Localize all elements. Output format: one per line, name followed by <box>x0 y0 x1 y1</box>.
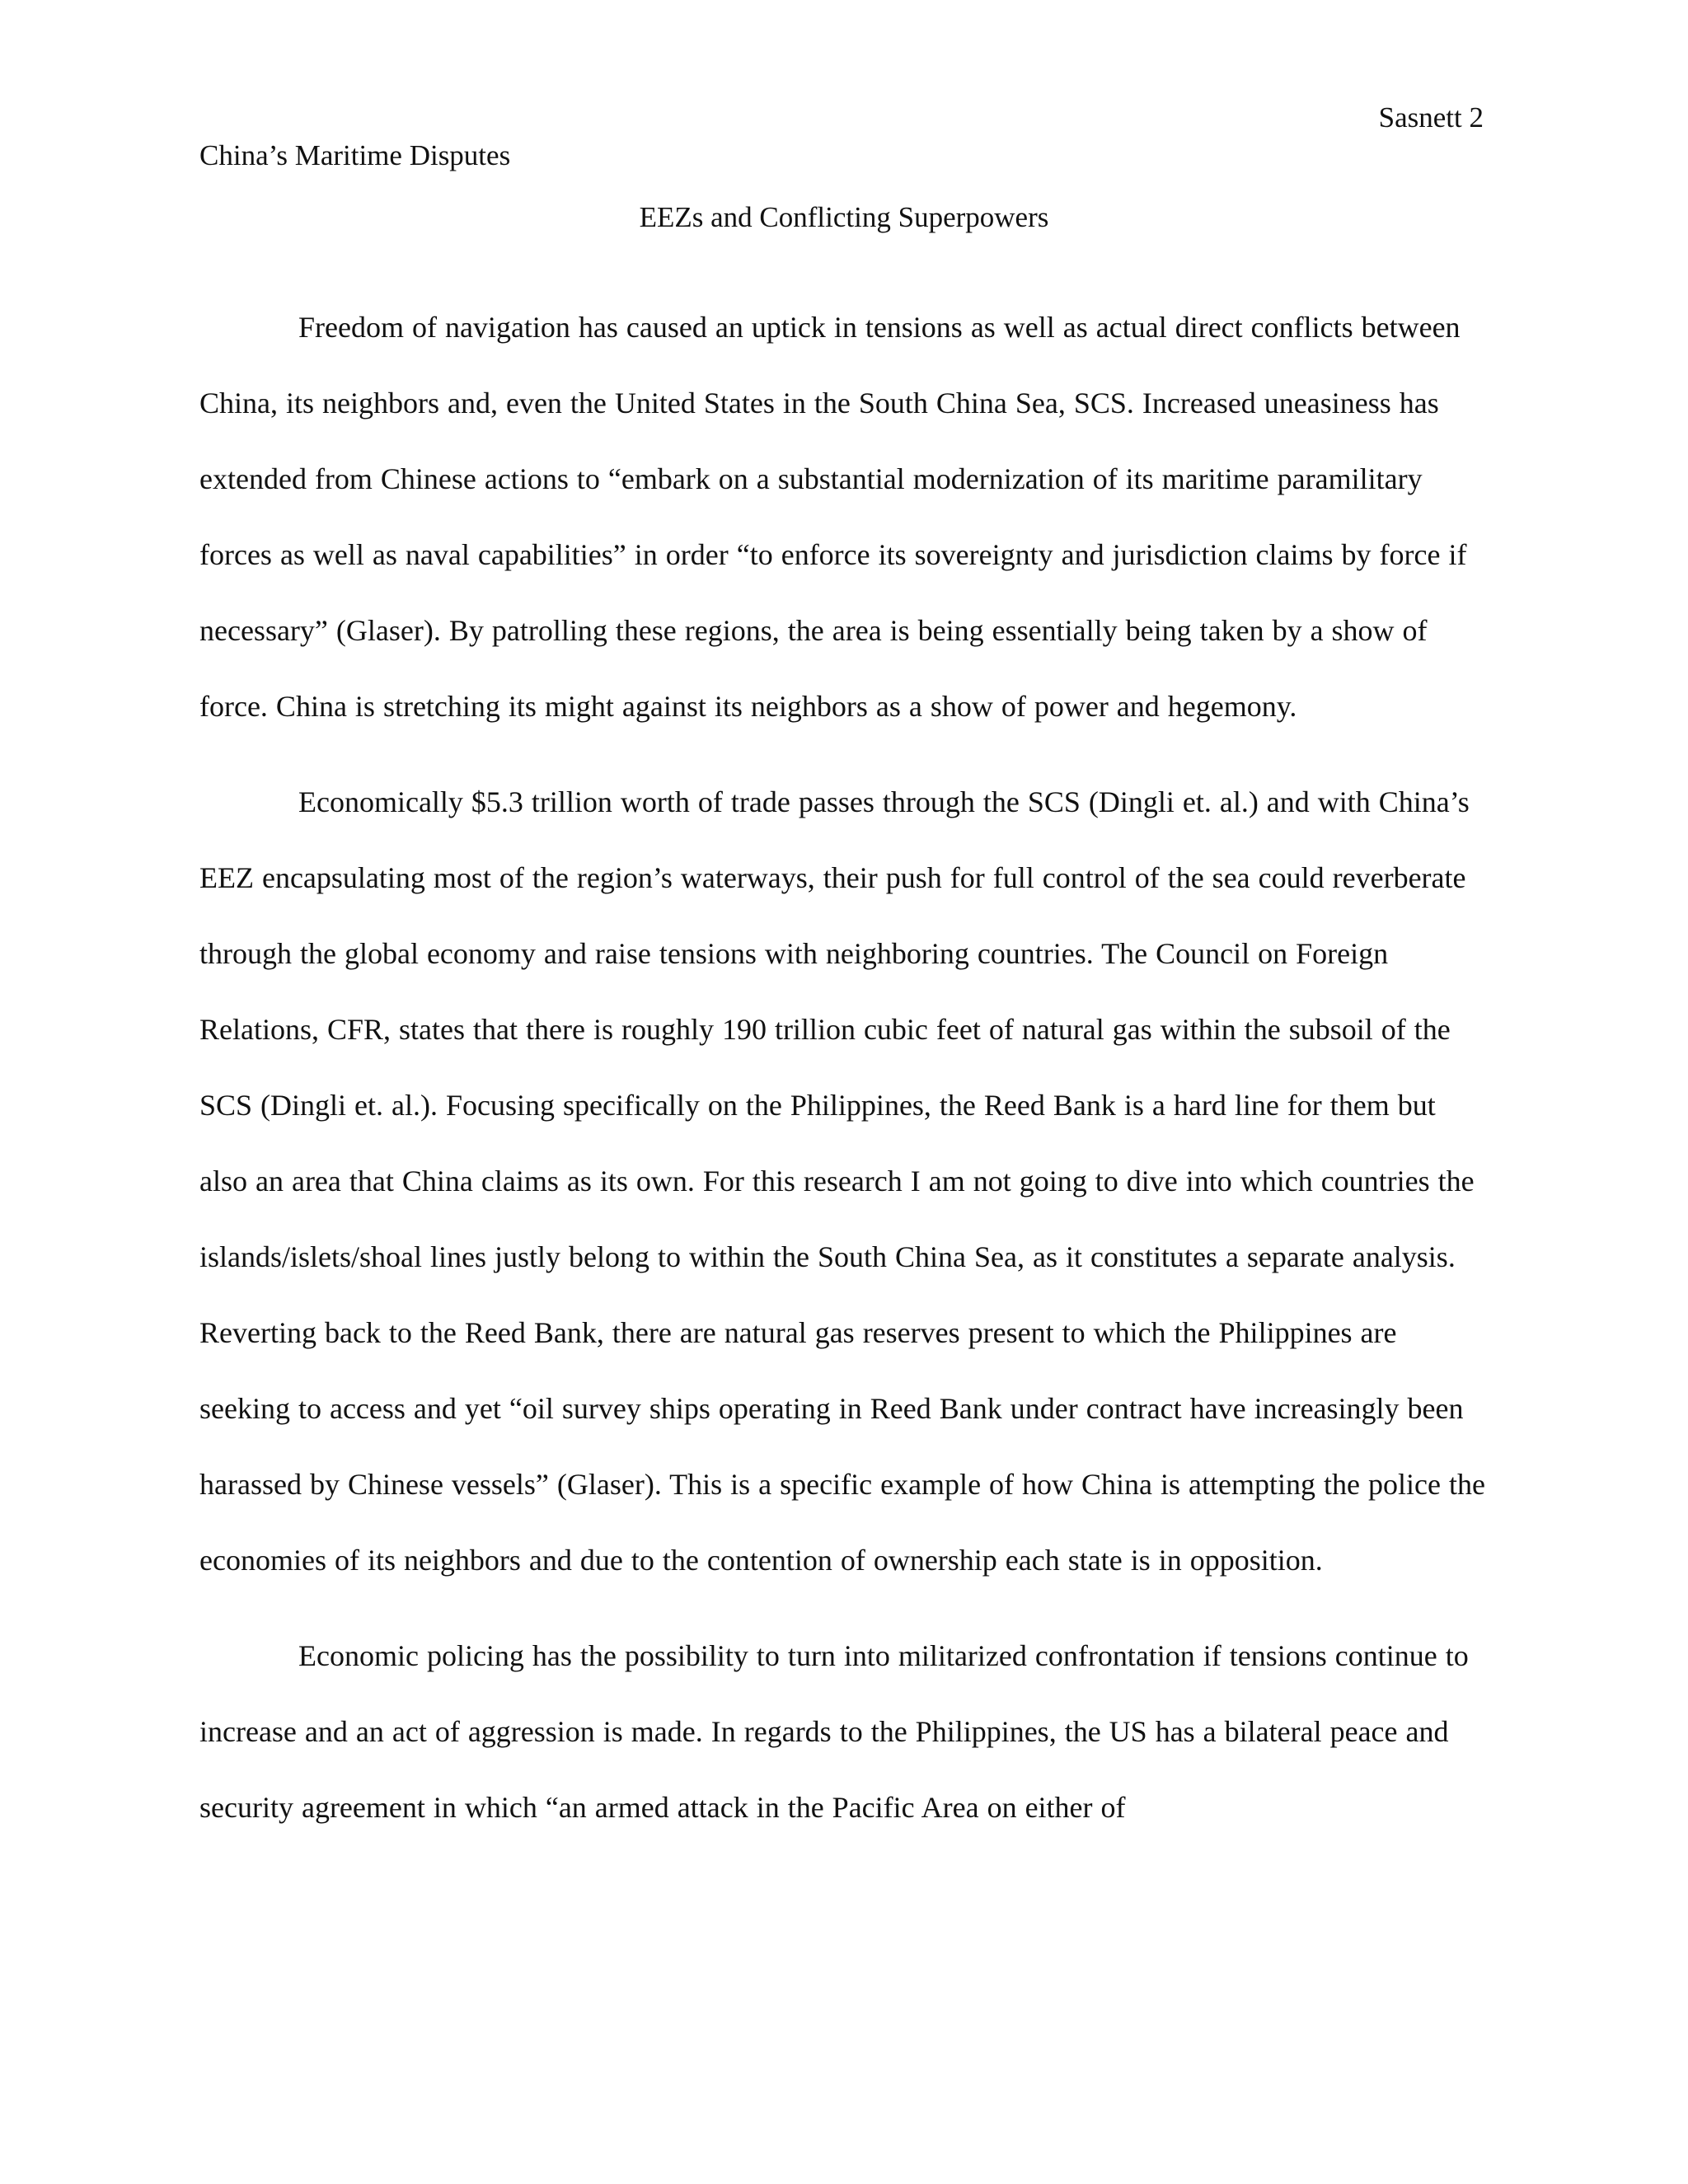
document-body <box>199 289 1489 1865</box>
document-title: EEZs and Conflicting Superpowers <box>639 201 1049 233</box>
paragraph-2: Economically $5.3 trillion worth of trade passes through the SCS (Dingli et. al.) and with China’s EEZ encapsulating most of the region’s waterways, their push for full control of the sea could reverberate through the global economy and raise tensions with neighboring countries. The Council on Foreign Relations, CFR, states that there is roughly 190 trillion cubic feet of natural gas within the subsoil of the SCS (Dingli et. al.). Focusing specifically on the Philippines, the Reed Bank is a hard line for them but also an area that China claims as its own. For this research I am not going to dive into which countries the islands/islets/shoal lines justly belong to within the South China Sea, as it constitutes a separate analysis. Reverting back to the Reed Bank, there are natural gas reserves present to which the Philippines are seeking to access and yet “oil survey ships operating in Reed Bank under contract have increasingly been harassed by Chinese vessels” (Glaser). This is a specific example of how China is attempting the police the economies of its neighbors and due to the contention of ownership each state is in opposition. <box>199 785 1485 1577</box>
paragraph-1: Freedom of navigation has caused an uptick in tensions as well as actual direct conflicts between China, its neighbors and, even the United States in the South China Sea, SCS. Increased uneasiness has extended from Chinese actions to “embark on a substantial modernization of its maritime paramilitary forces as well as naval capabilities” in order “to enforce its sovereignty and jurisdiction claims by force if necessary” (Glaser). By patrolling these regions, the area is being essentially being taken by a show of force. China is stretching its might against its neighbors as a show of power and hegemony. <box>199 311 1467 723</box>
paragraph-3: Economic policing has the possibility to turn into militarized confrontation if tensions continue to increase and an act of aggression is made. In regards to the Philippines, the US has a bilateral peace and security agreement in which “an armed attack in the Pacific Area on either of <box>199 1639 1469 1824</box>
running-head: China’s Maritime Disputes <box>199 139 511 171</box>
page-header-author-page: Sasnett 2 <box>1378 101 1484 134</box>
